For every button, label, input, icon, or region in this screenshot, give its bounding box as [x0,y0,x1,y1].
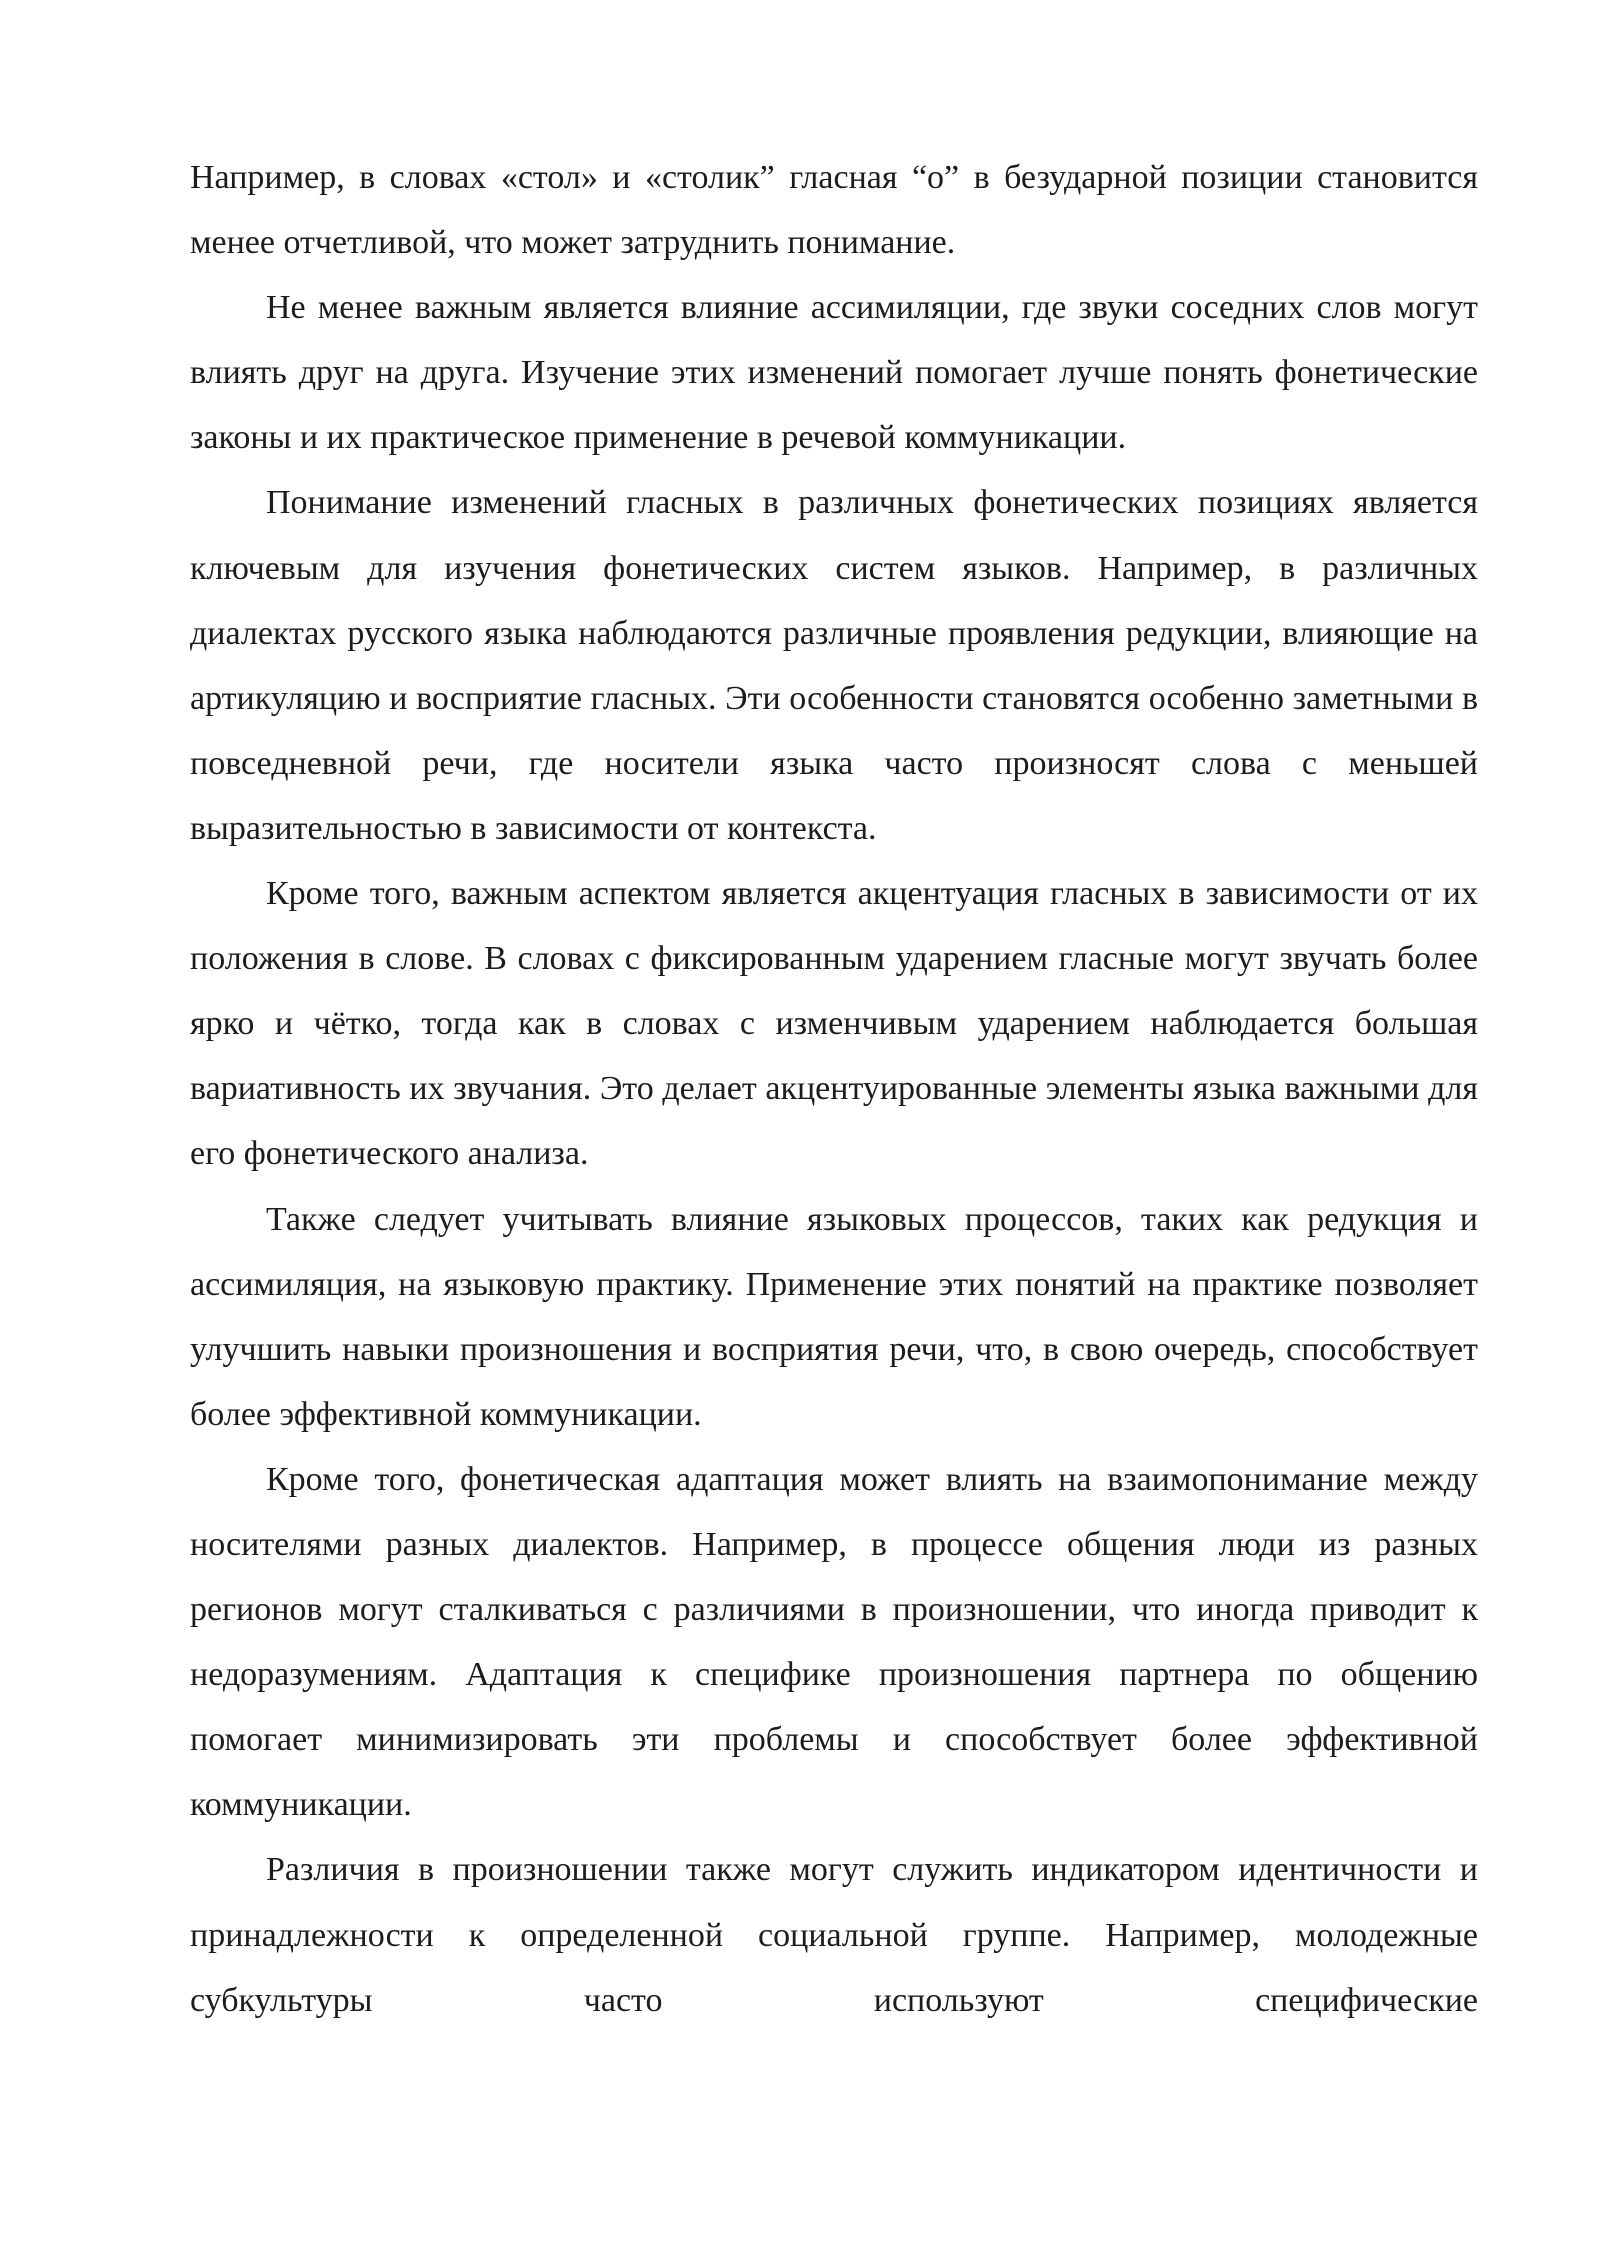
paragraph-7: Различия в произношении также могут служить индикатором идентичности и принадлежности к определенной социальной группе. Например, молодежные субкультуры часто используют специфические [190,1851,1478,2019]
paragraph-5: Также следует учитывать влияние языковых процессов, таких как редукция и ассимиляция, на языковую практику. Применение этих понятий на практике позволяет улучшить навыки произношения и восприятия речи, что, в свою очередь, способствует более эффективной коммуникации. [190,1200,1478,1433]
document-body [190,145,1478,2033]
paragraph-3: Понимание изменений гласных в различных фонетических позициях является ключевым для изучения фонетических систем языков. Например, в различных диалектах русского языка наблюдаются различные проявления редукции, влияющие на артикуляцию и восприятие гласных. Эти особенности становятся особенно заметными в повседневной речи, где носители языка часто произносят слова с меньшей выразительностью в зависимости от контекста. [190,484,1478,847]
paragraph-2: Не менее важным является влияние ассимиляции, где звуки соседних слов могут влиять друг на друга. Изучение этих изменений помогает лучше понять фонетические законы и их практическое применение в речевой коммуникации. [190,289,1478,457]
paragraph-6: Кроме того, фонетическая адаптация может влиять на взаимопонимание между носителями разных диалектов. Например, в процессе общения люди из разных регионов могут сталкиваться с различиями в произношении, что иногда приводит к недоразумениям. Адаптация к специфике произношения партнера по общению помогает минимизировать эти проблемы и способствует более эффективной коммуникации. [190,1460,1478,1824]
paragraph-1: Например, в словах «стол» и «столик” гласная “о” в безударной позиции становится менее отчетливой, что может затруднить понимание. [190,159,1478,262]
paragraph-4: Кроме того, важным аспектом является акцентуация гласных в зависимости от их положения в слове. В словах с фиксированным ударением гласные могут звучать более ярко и чётко, тогда как в словах с изменчивым ударением наблюдается большая вариативность их звучания. Это делает акцентуированные элементы языка важными для его фонетического анализа. [190,875,1478,1173]
